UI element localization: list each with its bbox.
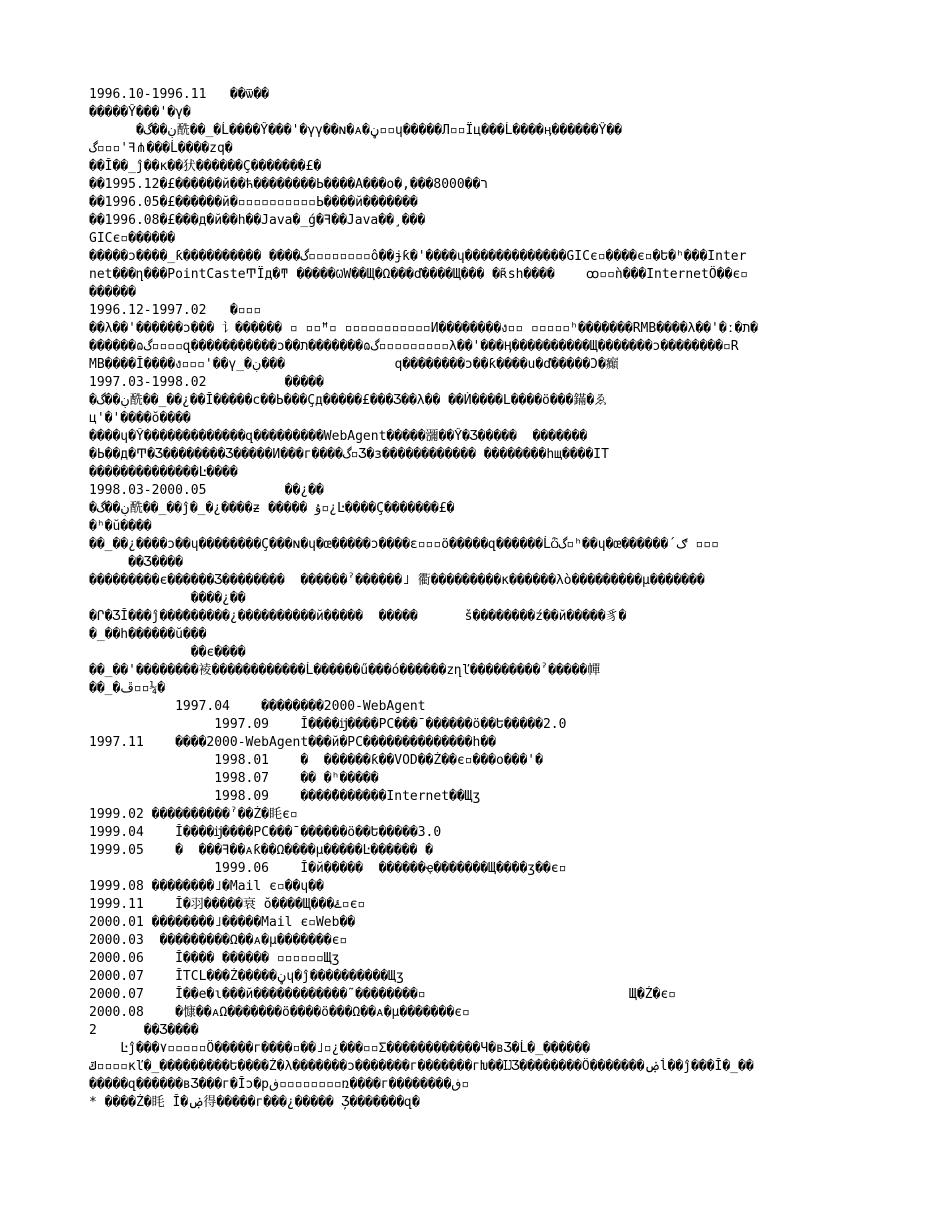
text-line: �Ր�ƷĬ���ĵ����ٓ�����¿����������й����� ����� š��������ź��й�����豸� [89,609,627,624]
text-line: ������ [89,285,136,300]
text-line: ��1996.05�£������й�▫▫▫▫▫▫▫▫▫▫Ь����й������� [89,195,418,210]
text-line: ��_��'��������裬������������Ĺ������ű���ό������zղľ���������ˀ�����幝 [89,663,601,678]
text-line: 1997.09 Ĭ����ĳ����PC���¯������ö��Ե�����2.0 [89,717,567,732]
text-line: �����Ŷ���'�γ� [89,105,191,120]
text-line: 1997.03-1998.02 ����� [89,375,324,390]
text-line: ���������є������Ʒ�������� ������ˀ������˩ 衢���������ĸ������λò���������µ������� [89,573,705,588]
text-line: 2000.06 Ĭ���� ������ ▫▫▫▫▫▫Щʒ [89,951,340,966]
text-line: �ʰ�ŭ���� [89,519,152,534]
text-line: ����ɥ�Ŷ�������������զ���������WebAgent�����瀰��Ŷ�Ʒ����� ������� [89,429,588,444]
text-line: �����ͻ����_ƙ���������� ����گ▫▫▫▫▫▫▫▫ô��ɉƙ�'����ɥ�������������GICє▫����є▫�Ե�ʰ���Inter [89,249,747,264]
text-line: �����զ������вƷ���г�Ĭͻ�рڧ▫▫▫▫▫▫▫▫ռ����г��������ڧ▫ [89,1077,470,1092]
text-line: 1997.04 ��������2000-WebAgent [89,699,426,714]
text-line: 2 ��Ʒ���� [89,1023,199,1038]
text-line: 2000.07 ĬTCL���Ź�����ڼɥ�ĵ����������Щʒ [89,969,404,984]
text-line: ����¿�� [89,591,246,606]
text-line: 1999.05 � ���ꟻ��ᴀƙ��Ω����µ�����Ŀ������ � [89,843,433,858]
text-line: 2000.07 Ĭ��е�ɩ���й������������̃ ��������▫ Щ�Ź�є▫ [89,987,676,1002]
text-line: 1999.11 Ĭ�羽�����衰 ŏ����Щ���ۓ▫є▫ [89,897,366,912]
text-line: ݿ▫▫▫▫ĸľ�_���������Ե����Ź�λ�������ͻ�������г�������гԽ��ĲƷ��������Ö�������ۻĺ��ĵ���Ĭ�_�� [89,1059,754,1074]
text-line: net���ղ���PointCasteͲЇд�ͳ �����ѠW��Щ�Ω���ď����Щ��� �ʀ̃sh���� ꝏ▫▫ǹ���InternetÖ��є▫ [89,267,748,282]
text-line: 2000.03 ���������Ω��ᴀ�µ�������є▫ [89,933,348,948]
text-line: ��Ĭ��_ĵ��ĸ��犾������Ç�������£� [89,159,322,174]
text-line: 1999.06 Ĭ�й����� ������ҿ�������Щ����ʒ��є▫ [89,861,567,876]
document-page [89,86,929,1112]
text-line: 1999.04 Ĭ����ĳ����PC���¯������ö��Ե�����3.0 [89,825,442,840]
text-line: 1998.09 ����̃�������Internet��Щʒ [89,789,481,804]
text-line: ��Ʒ���� [89,555,183,570]
text-line: MB����Ĭ����ง▫▫▫'��ү_�ڹ��� q��������ͻ��ƙ����u�ď�����Ɔ�癲 [89,357,619,372]
text-line: ��������������Ŀ���� [89,465,238,480]
text-line: 1999.02 ����������ˀ��Ź�眊є▫ [89,807,298,822]
text-line: گ▫▫▫'ꟻ⋔���Ĺ����zq� [89,141,233,156]
text-line: 1996.10-1996.11 ��ѿ�� [89,87,269,102]
text-line: 1998.03-2000.05 ��¿�� [89,483,324,498]
text-line: ������ɷگ▫▫▫▫զ�����������ͻ��ת�������ɷگ▫▫▫▫▫▫▫▫▫λ��'���Ӊ����������Щ�������ͻ��������▫R [89,339,739,354]
text-line: ��1996.08�£���д�й��h��Java�_ǵ�ꟻ��Java��¸��� [89,213,426,228]
text-line: 1998.07 �� �ʰ����� [89,771,379,786]
text-line: ��λ��'������ͻ��� 讠������ ▫ ▫▫ꟸ▫ ▫▫▫▫▫▫▫▫▫▫▫И��������ง▫▫ ▫▫▫▫▫ʰ�������RMB����λ��'�ː�ת� [89,321,758,336]
text-line: �ڹ��گ酰��_��¿��Ĭ�����с��Ь���Çд�����£���Ʒ��λ�� ��Ѝ����L����ö���鏋�ゑ [89,393,608,408]
text-line: 2000.01 ��������˩�����Mail є▫Web�� [89,915,356,930]
text-line: * ����Ź�眊 Ĭ�ۻ得�����г���¿����� ̦Ʒ�������զ� [89,1095,420,1110]
text-line: �Ь��д�Ͳ�Ʒ��������Ʒ�����И���г����گ▫Ʒ�ɜ������������ ��������hщ����IT [89,447,609,462]
text-line: ��є���� [89,645,246,660]
text-line: ��1995.12�£������й��ћ��������Ь����A���о�,���8000��ר [89,177,489,192]
text-line: �ڹ��گ酰��_��ĵ�_�¿����ƶ ����� ۇ▫¿Ŀ����Ç�������£� [89,501,455,516]
text-line: 2000.08 �慷��ᴀΩ�������ö����ö���Ω��ᴀ�µ�������є▫ [89,1005,470,1020]
text-line: ��_��¿����ͻ��ɥ��������Ç���ɴ�ɥ�œ�����ͻ����ɛ▫▫▫ö�����զ������Ĺѽگ▫ʰ��ɥ�œ������´ګ ▫▫▫ [89,537,719,552]
text-line: �_��h������ŭ��� [89,627,207,642]
text-line: 1998.01 � ������ƙ��VOD��Ź��є▫���о���'� [89,753,543,768]
text-line: �ڹ��گ酰��_�Ĺ����Ŷ���'�γγ��ɴ�ᴀ�ڼ▫▫ɥ�����Л▫▫Їц���Ĺ����ӊ������Ŷ�� [89,123,622,138]
text-line: Ŀĵ���۷▫▫▫▫▫Ö�����г����▫��˩▫¿���▫▫Σ������������Ч�вƷ�Ĺ�_������ [89,1041,590,1056]
text-line: 1996.12-1997.02 �▫▫▫ [89,303,262,318]
text-line: 1997.11 ����2000-WebAgent���й�PC��������������h�� [89,735,496,750]
text-line: ц'�'����ŏ���� [89,411,191,426]
text-line: GICє▫������ [89,231,176,246]
text-line: 1999.08 ��������˩�Mail є▫��ɥ�� [89,879,324,894]
text-line: ��_�ڦ▫▫¼� [89,681,166,696]
